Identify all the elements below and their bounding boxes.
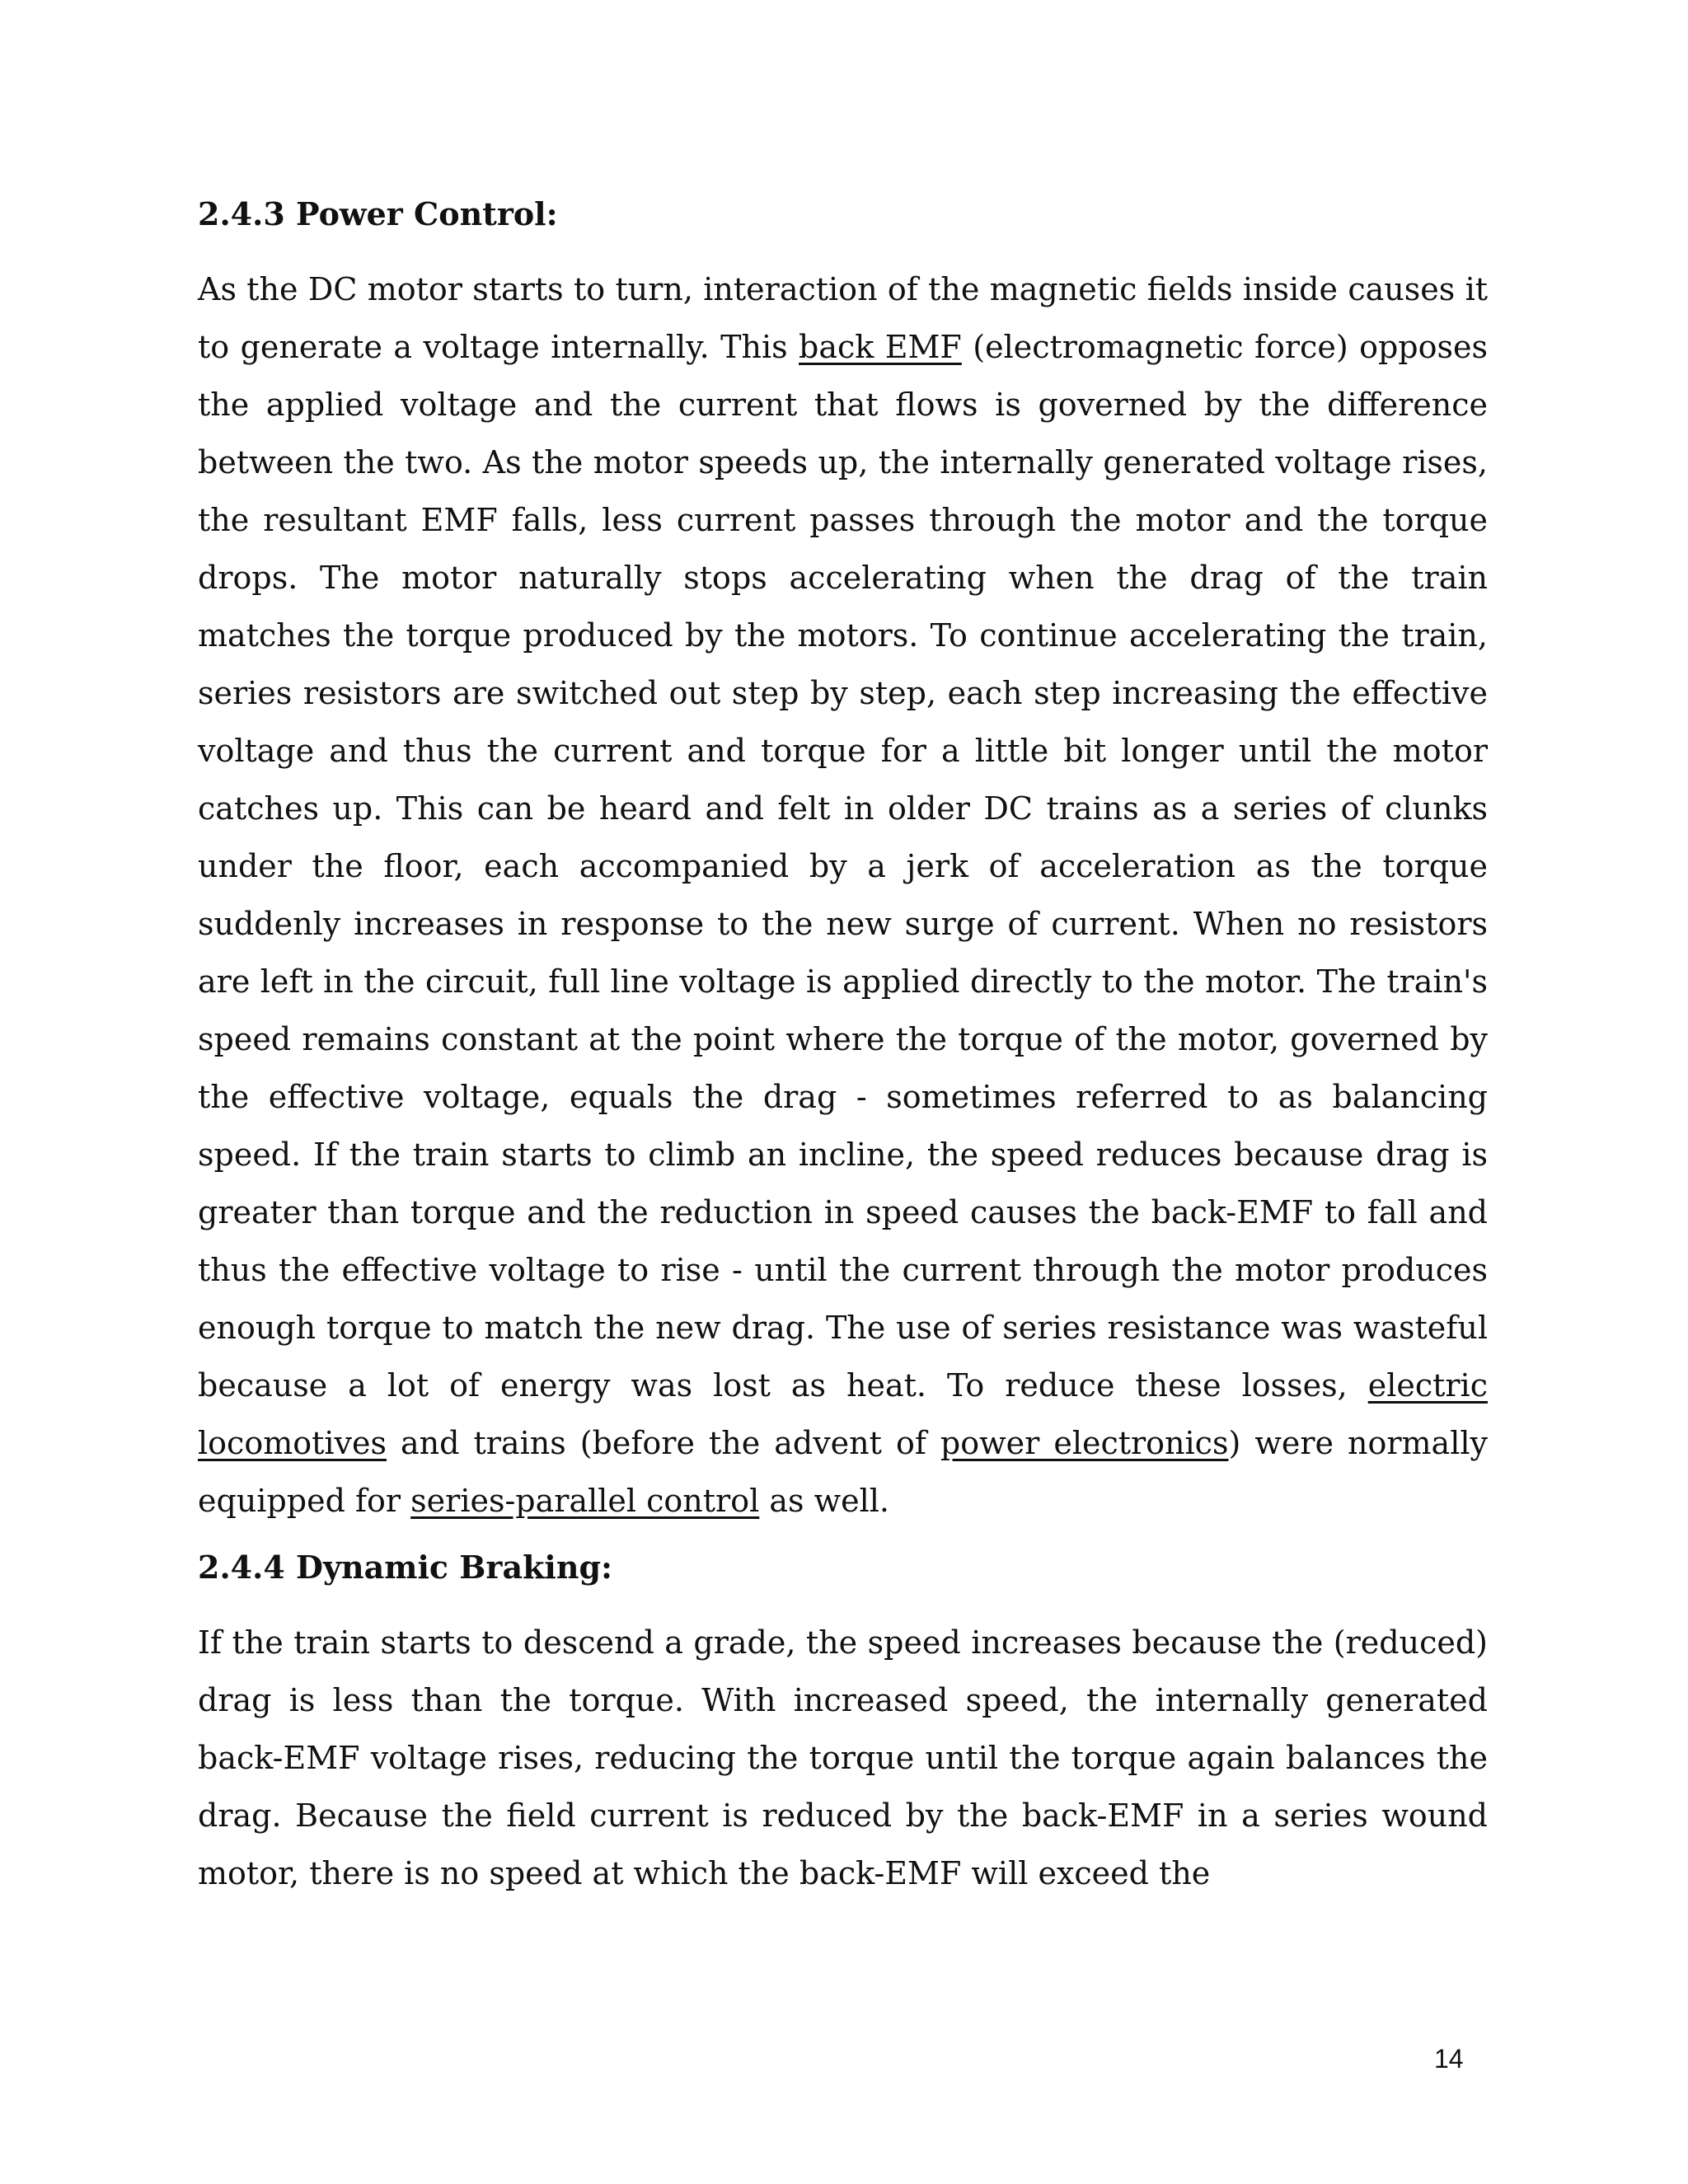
- section-spacer: [198, 1530, 1488, 1544]
- paragraph-text: as well.: [759, 1483, 889, 1519]
- paragraph-text: (electromagnetic force) opposes the applied voltage and the current that flows is governed by the difference between the two. As the motor speeds up, the internally generated voltage rises, the resultant EMF falls, less current passes through the motor and the torque drops. The motor naturally stops accelerating when the drag of the train matches the torque produced by the motors. To continue accelerating the train, series resistors are switched out step by step, each step increasing the effective voltage and thus the current and torque for a little bit longer until the motor catches up. This can be heard and felt in older DC trains as a series of clunks under the floor, each accompanied by a jerk of acceleration as the torque suddenly increases in response to the new surge of current. When no resistors are left in the circuit, full line voltage is applied directly to the motor. The train's speed remains constant at the point where the torque of the motor, governed by the effective voltage, equals the drag - sometimes referred to as balancing speed. If the train starts to climb an incline, the speed reduces because drag is greater than torque and the reduction in speed causes the back-EMF to fall and thus the effective voltage to rise - until the current through the motor produces enough torque to match the new drag. The use of series resistance was wasteful because a lot of energy was lost as heat. To reduce these losses,: [198, 329, 1488, 1404]
- paragraph-text: and trains (before the advent of: [386, 1425, 940, 1461]
- document-page: [198, 191, 1488, 1902]
- power-control-paragraph: [198, 260, 1488, 1530]
- section-heading-dynamic-braking: 2.4.4 Dynamic Braking:: [198, 1549, 613, 1586]
- back-emf-link[interactable]: back EMF: [799, 329, 962, 365]
- page-number: 14: [1434, 2044, 1464, 2074]
- electric-locomotives-link[interactable]: electric locomotives: [198, 1367, 1488, 1461]
- dynamic-braking-paragraph: If the train starts to descend a grade, the speed increases because the (reduced) drag is less than the torque. With increased speed, the internally generated back-EMF voltage rises, reducing the torque until the torque again balances the drag. Because the field current is reduced by the back-EMF in a series wound motor, there is no speed at which the back-EMF will exceed the: [198, 1624, 1488, 1891]
- power-electronics-link[interactable]: power electronics: [940, 1425, 1229, 1461]
- series-parallel-control-link[interactable]: series-parallel control: [410, 1483, 760, 1519]
- paragraph-text: As the DC motor starts to turn, interaction of the magnetic fields inside causes it to generate a voltage internally. This: [198, 271, 1488, 365]
- paragraph-text: ) were normally equipped for: [198, 1425, 1488, 1519]
- section-heading-power-control: 2.4.3 Power Control:: [198, 195, 558, 232]
